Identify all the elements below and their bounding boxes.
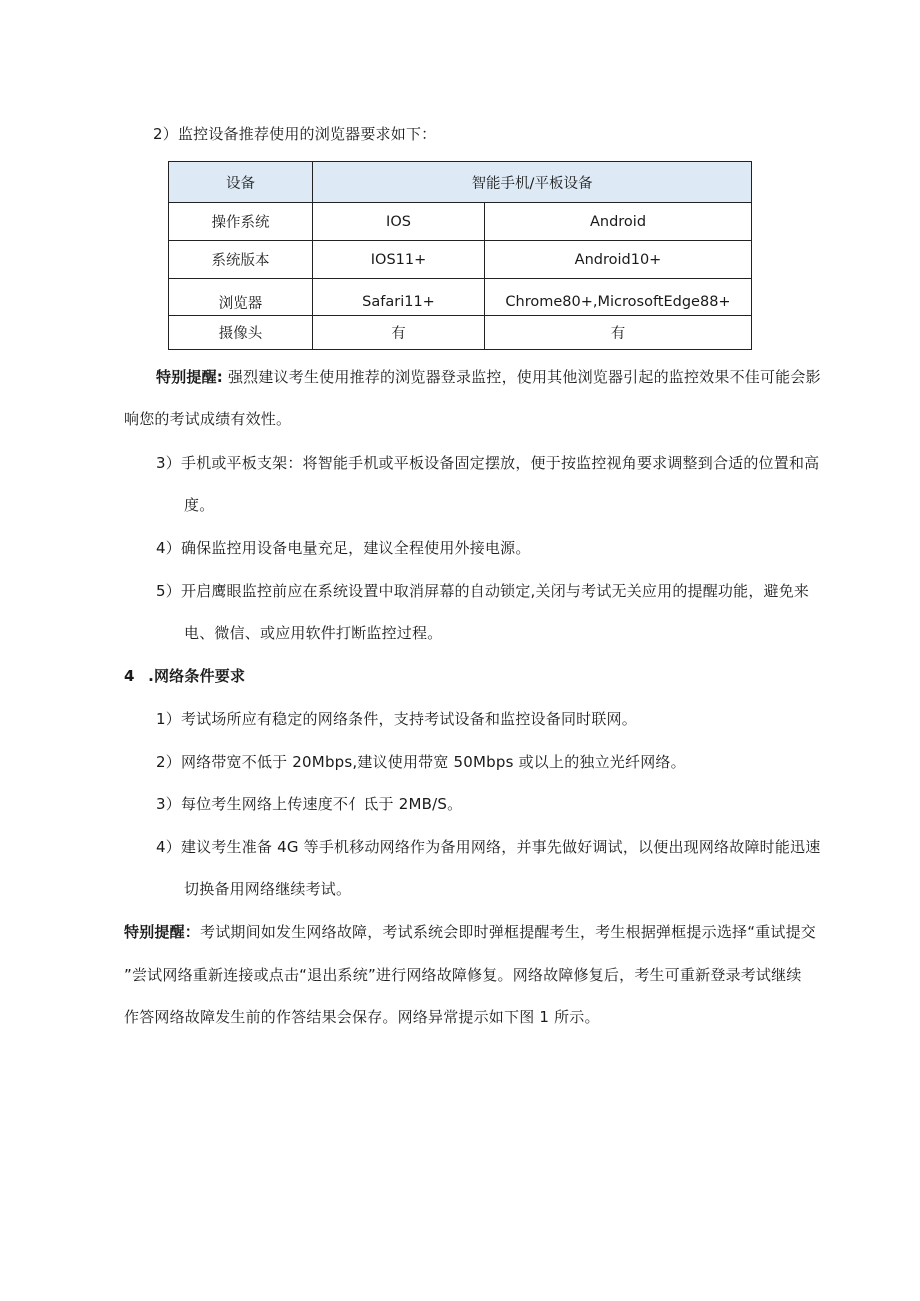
table-header-row (169, 162, 752, 203)
net-item-3: 3）每位考生网络上传速度不亻氐于 2MB/S。 (156, 795, 463, 813)
section4-heading (124, 666, 245, 686)
cell-android: 有 (485, 316, 752, 350)
item5-line1: 5）开启鹰眼监控前应在系统设置中取消屏幕的自动锁定,关闭与考试无关应用的提醒功能，避免来 (156, 582, 810, 600)
cell-android: Android10+ (485, 241, 752, 279)
row-label: 摄像头 (169, 316, 313, 350)
table-row (169, 203, 752, 241)
browser-requirements-table (168, 161, 752, 350)
reminder1-line2: 响您的考试成绩有效性。 (124, 410, 292, 428)
item3-line1: 3）手机或平板支架：将智能手机或平板设备固定摆放，便于按监控视角要求调整到合适的位置和高 (156, 454, 820, 472)
reminder1-line1 (156, 367, 821, 387)
cell-ios: IOS11+ (313, 241, 485, 279)
net-item-1: 1）考试场所应有稳定的网络条件，支持考试设备和监控设备同时联网。 (156, 710, 637, 728)
item5-line2: 电、微信、或应用软件打断监控过程。 (184, 624, 443, 642)
reminder2-text: 考试期间如发生网络故障，考试系统会即时弹框提醒考生，考生根据弹框提示选择“重试提交 (200, 923, 816, 941)
table-row (169, 241, 752, 279)
header-group: 智能手机/平板设备 (313, 162, 752, 203)
row-label: 操作系统 (169, 203, 313, 241)
row-label: 浏览器 (169, 279, 313, 316)
row-label: 系统版本 (169, 241, 313, 279)
cell-android: Android (485, 203, 752, 241)
net-item-4-line2: 切换备用网络继续考试。 (184, 880, 352, 898)
reminder1-label: 特别提醒: (156, 368, 223, 386)
section4-number: 4 (124, 667, 135, 685)
net-item-2: 2）网络带宽不低于 20Mbps,建议使用带宽 50Mbps 或以上的独立光纤网络。 (156, 753, 686, 771)
cell-ios: IOS (313, 203, 485, 241)
table-row (169, 316, 752, 350)
cell-android: Chrome80+,MicrosoftEdge88+ (485, 279, 752, 316)
net-item-4-line1: 4）建议考生准备 4G 等手机移动网络作为备用网络，并事先做好调试，以便出现网络故障时能迅速 (156, 838, 821, 856)
item3-line2: 度。 (184, 496, 215, 514)
reminder2-label: 特别提醒： (124, 923, 201, 941)
item2-title: 2）监控设备推荐使用的浏览器要求如下： (153, 125, 437, 143)
reminder2-line3: 作答网络故障发生前的作答结果会保存。网络异常提示如下图 1 所示。 (124, 1008, 600, 1026)
section4-title: .网络条件要求 (148, 667, 246, 685)
cell-ios: Safari11+ (313, 279, 485, 316)
header-device: 设备 (169, 162, 313, 203)
reminder1-text: 强烈建议考生使用推荐的浏览器登录监控，使用其他浏览器引起的监控效果不佳可能会影 (227, 368, 821, 386)
item4: 4）确保监控用设备电量充足，建议全程使用外接电源。 (156, 539, 531, 557)
cell-ios: 有 (313, 316, 485, 350)
reminder2-line1 (124, 922, 816, 942)
table-row (169, 279, 752, 316)
reminder2-line2: ”尝试网络重新连接或点击“退出系统”进行网络故障修复。网络故障修复后，考生可重新登录考试继续 (124, 966, 802, 984)
